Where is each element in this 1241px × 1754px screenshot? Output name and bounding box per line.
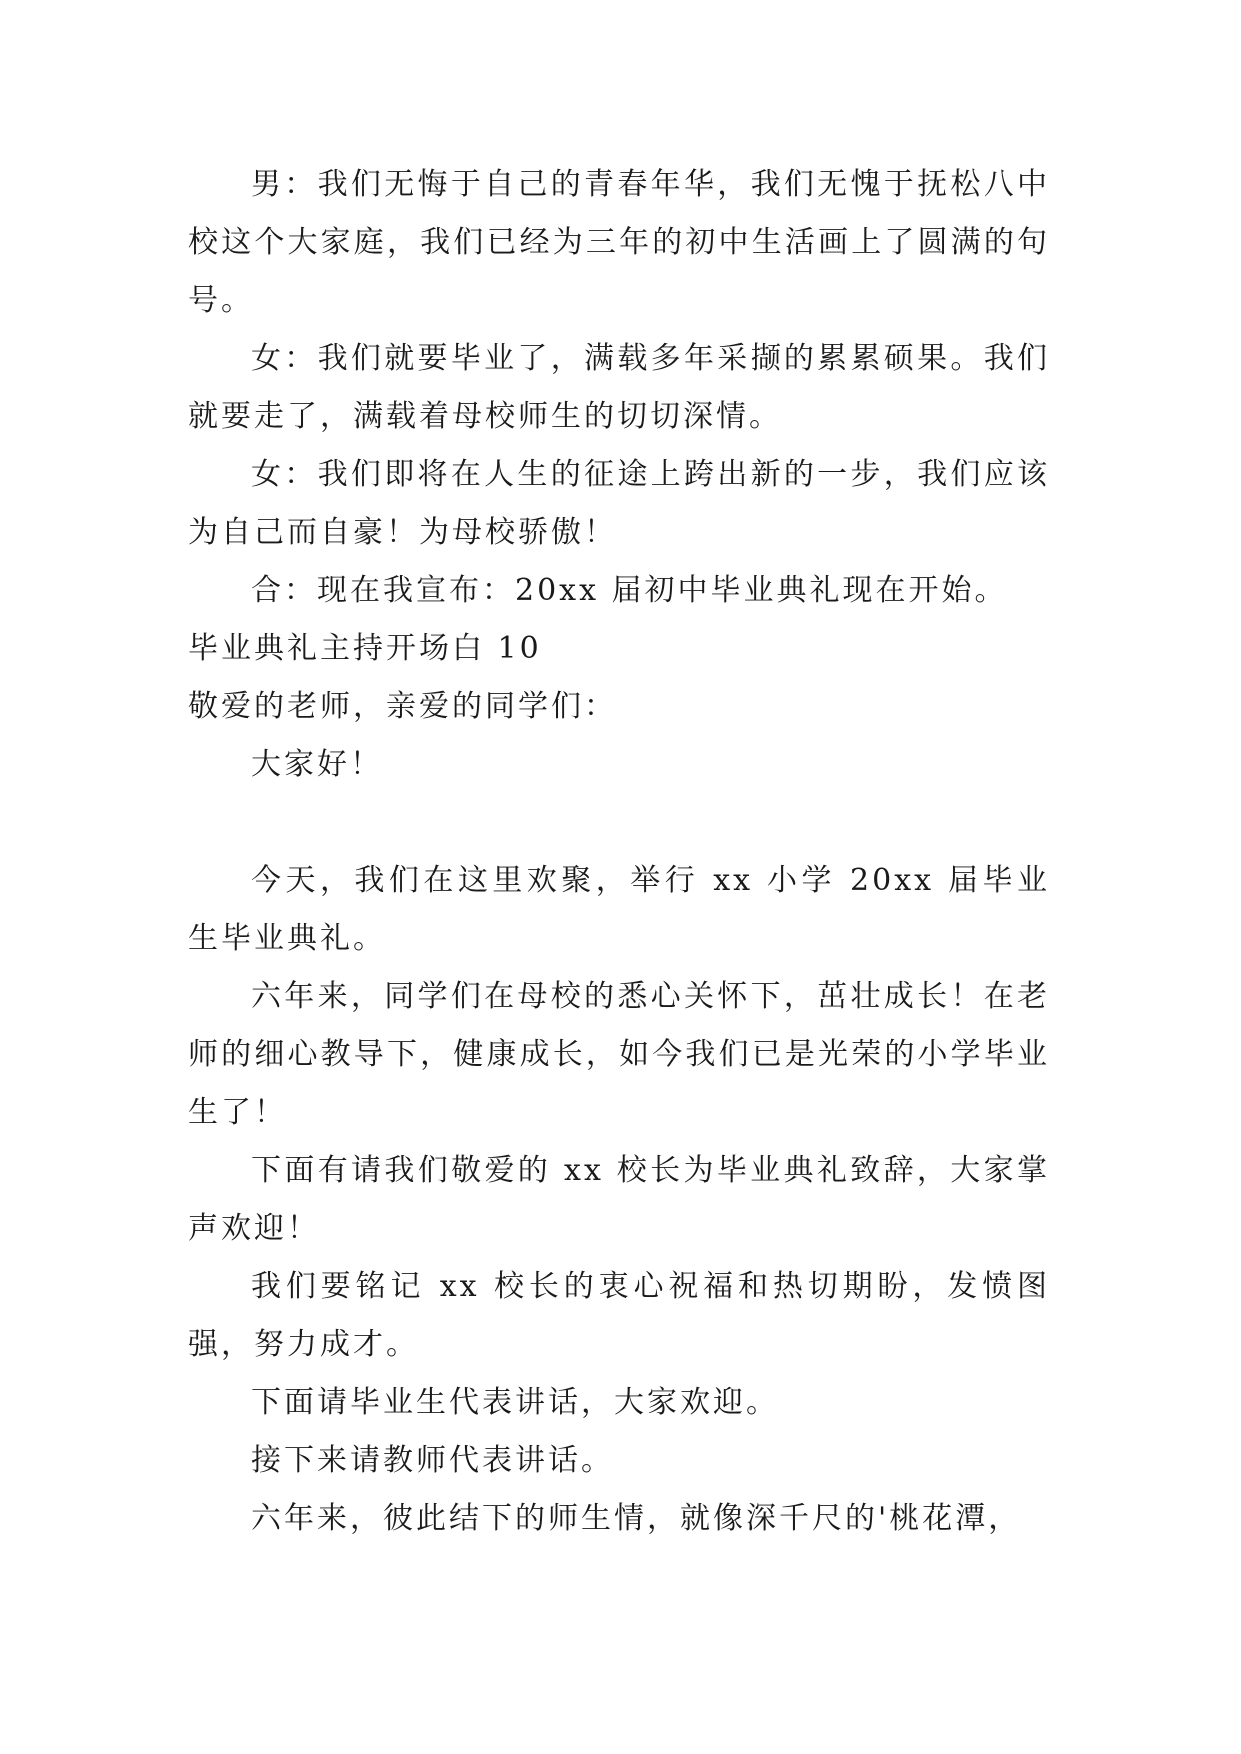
paragraph-six-years: 六年来，同学们在母校的悉心关怀下，茁壮成长！在老师的细心教导下，健康成长，如今我们已是光荣的小学毕业生了！	[188, 979, 1050, 1130]
paragraph-together: 合：现在我宣布：20xx 届初中毕业典礼现在开始。	[251, 573, 1008, 608]
paragraph-today: 今天，我们在这里欢聚，举行 xx 小学 20xx 届毕业生毕业典礼。	[188, 863, 1050, 956]
paragraph-female-host-1: 女：我们就要毕业了，满载多年采撷的累累硕果。我们就要走了，满载着母校师生的切切深情。	[188, 341, 1050, 434]
blank-line	[188, 794, 1050, 852]
paragraph-teacher-speech: 接下来请教师代表讲话。	[251, 1443, 614, 1478]
paragraph-friendship: 六年来，彼此结下的师生情，就像深千尺的'桃花潭，	[251, 1501, 1022, 1536]
greeting: 大家好！	[251, 747, 383, 782]
section-heading: 毕业典礼主持开场白 10	[188, 631, 542, 666]
paragraph-graduate-speech: 下面请毕业生代表讲话，大家欢迎。	[251, 1385, 779, 1420]
document-body	[188, 156, 1050, 1548]
paragraph-female-host-2: 女：我们即将在人生的征途上跨出新的一步，我们应该为自己而自豪！为母校骄傲！	[188, 457, 1050, 550]
salutation: 敬爱的老师，亲爱的同学们：	[188, 689, 617, 724]
paragraph-remember: 我们要铭记 xx 校长的衷心祝福和热切期盼，发愤图强，努力成才。	[188, 1269, 1050, 1362]
paragraph-principal-speech: 下面有请我们敬爱的 xx 校长为毕业典礼致辞，大家掌声欢迎！	[188, 1153, 1050, 1246]
paragraph-male-host: 男：我们无悔于自己的青春年华，我们无愧于抚松八中校这个大家庭，我们已经为三年的初中生活画上了圆满的句号。	[188, 167, 1050, 318]
